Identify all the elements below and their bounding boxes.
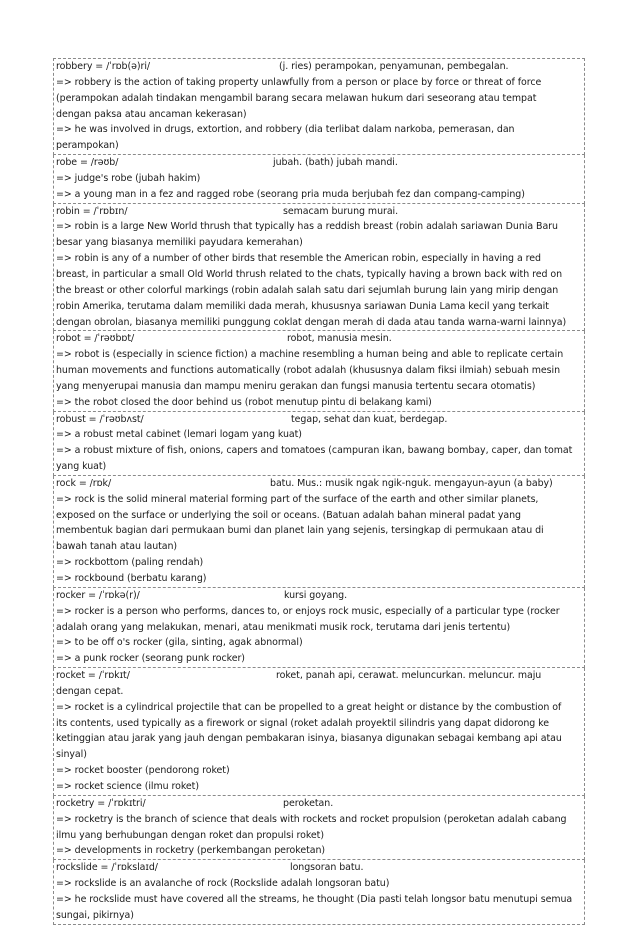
- entry-header: [54, 860, 584, 876]
- headword: robbery = /ˈrɒb(ə)ri/: [56, 61, 151, 72]
- entry-line: the breast or other colorful markings (robin adalah salah satu dari sejumlah burung lain yang mirip dengan: [56, 284, 559, 296]
- dictionary-entry: [53, 588, 585, 668]
- entry-line: => robin is a large New World thrush that typically has a reddish breast (robin adalah sariawan Dunia Baru: [56, 221, 558, 233]
- entry-line: sungai, pikirnya): [56, 909, 134, 921]
- dictionary-entry: [53, 155, 585, 204]
- meaning: kursi goyang.: [284, 589, 348, 601]
- meaning: jubah. (bath) jubah mandi.: [273, 157, 398, 169]
- entry-line: => a punk rocker (seorang punk rocker): [56, 653, 245, 665]
- entry-header: [54, 588, 584, 604]
- entry-line: (perampokan adalah tindakan mengambil barang secara melawan hukum dari seseorang atau tempat: [56, 92, 537, 104]
- entry-line: robin Amerika, terutama dalam memiliki dada merah, khususnya sariawan Dunia Lama kecil yang terkait: [56, 300, 549, 312]
- entry-line: => he rockslide must have covered all the streams, he thought (Dia pasti telah longsor batu menutupi semua: [56, 893, 573, 905]
- entry-line: breast, in particular a small Old World thrush related to the chats, typically having a brown back with red on: [56, 268, 563, 280]
- entry-line: membentuk bagian dari permukaan bumi dan planet lain yang sejenis, tersingkap di permukaan atau di: [56, 525, 544, 537]
- dictionary-sheet: [53, 58, 585, 925]
- meaning: tegap, sehat dan kuat, berdegap.: [291, 413, 448, 425]
- headword: rocker = /ˈrɒkə(r)/: [56, 589, 140, 601]
- entry-line: human movements and functions automatically (robot adalah (khususnya dalam fiksi ilmiah) sebuah mesin: [56, 365, 561, 377]
- meaning: roket, panah api, cerawat. meluncurkan. meluncur. maju: [276, 670, 542, 682]
- entry-line: bawah tanah atau lautan): [56, 541, 178, 553]
- entry-line: ilmu yang berhubungan dengan roket dan propulsi roket): [56, 829, 324, 841]
- entry-line: ketinggian atau jarak yang jauh dengan pembakaran isinya, biasanya digunakan sebagai kembang api atau: [56, 733, 562, 745]
- entry-line: its contents, used typically as a firework or signal (roket adalah proyektil silindris yang dapat didorong ke: [56, 717, 549, 729]
- entry-line: => judge's robe (jubah hakim): [56, 172, 201, 184]
- entry-line: => a robust metal cabinet (lemari logam yang kuat): [56, 429, 302, 441]
- entry-line: exposed on the surface or underlying the soil or oceans. (Batuan adalah bahan mineral padat yang: [56, 509, 521, 521]
- headword: robe = /rəʊb/: [56, 157, 119, 169]
- entry-line: => rocket science (ilmu roket): [56, 780, 199, 792]
- entry-line: => the robot closed the door behind us (robot menutup pintu di belakang kami): [56, 396, 432, 408]
- entry-line: dengan paksa atau ancaman kekerasan): [56, 108, 247, 120]
- entry-line: => he was involved in drugs, extortion, and robbery (dia terlibat dalam narkoba, pemerasan, dan: [56, 124, 515, 136]
- entry-line: => robbery is the action of taking property unlawfully from a person or place by force or threat of force: [56, 76, 542, 88]
- headword: robin = /ˈrɒbɪn/: [56, 205, 128, 217]
- entry-line: yang kuat): [56, 461, 107, 473]
- entry-line: => rocket booster (pendorong roket): [56, 765, 230, 777]
- entry-line: => developments in rocketry (perkembangan peroketan): [56, 845, 326, 857]
- entry-line: dengan obrolan, biasanya memiliki punggung coklat dengan merah di dada atau tanda warna-warni lainnya): [56, 316, 567, 328]
- headword: robot = /ˈrəʊbɒt/: [56, 333, 135, 345]
- meaning: semacam burung murai.: [283, 205, 399, 217]
- dictionary-entry: [53, 860, 585, 924]
- entry-header: [54, 331, 584, 347]
- entry-header: [54, 59, 584, 75]
- entry-header: [54, 204, 584, 220]
- meaning: batu. Mus.: musik ngak ngik-nguk. mengayun-ayun (a baby): [270, 477, 553, 489]
- entry-header: [54, 412, 584, 428]
- meaning: robot, manusia mesin.: [287, 333, 392, 345]
- entry-line: dengan cepat.: [56, 685, 124, 697]
- headword: rocketry = /ˈrɒkɪtri/: [56, 797, 146, 809]
- entry-line: => rock is the solid mineral material forming part of the surface of the earth and other similar planets,: [56, 493, 539, 505]
- dictionary-entry: [53, 668, 585, 796]
- entry-line: => a young man in a fez and ragged robe (seorang pria muda berjubah fez dan compang-camping): [56, 188, 525, 200]
- dictionary-entry: [53, 412, 585, 476]
- entry-line: yang menyerupai manusia dan mampu meniru gerakan dan fungsi manusia tertentu secara otomatis): [56, 380, 536, 392]
- entry-header: [54, 476, 584, 492]
- entry-line: => rocker is a person who performs, dances to, or enjoys rock music, especially of a particular type (rocker: [56, 605, 560, 617]
- meaning: peroketan.: [283, 797, 334, 809]
- headword: rocket = /ˈrɒkɪt/: [56, 670, 130, 682]
- headword: robust = /ˈrəʊbʌst/: [56, 413, 144, 425]
- entry-line: adalah orang yang melakukan, menari, atau menikmati musik rock, terutama dari jenis tertentu): [56, 621, 511, 633]
- entry-line: besar yang biasanya memiliki payudara kemerahan): [56, 237, 303, 249]
- entry-line: => robin is any of a number of other birds that resemble the American robin, especially in having a red: [56, 253, 541, 265]
- entry-line: => rockslide is an avalanche of rock (Rockslide adalah longsoran batu): [56, 878, 390, 890]
- entry-header: [54, 155, 584, 171]
- headword: rock = /rɒk/: [56, 477, 112, 489]
- dictionary-entry: [53, 58, 585, 155]
- entry-line: => a robust mixture of fish, onions, capers and tomatoes (campuran ikan, bawang bombay, caper, dan tomat: [56, 445, 573, 457]
- headword: rockslide = /ˈrɒkslaɪd/: [56, 862, 158, 874]
- entry-header: [54, 668, 584, 684]
- entry-line: => rocketry is the branch of science that deals with rockets and rocket propulsion (peroketan adalah cabang: [56, 813, 567, 825]
- entry-line: => rockbottom (paling rendah): [56, 557, 204, 569]
- entry-line: perampokan): [56, 140, 119, 152]
- entry-line: => robot is (especially in science fiction) a machine resembling a human being and able to replicate certain: [56, 349, 564, 361]
- dictionary-entry: [53, 331, 585, 411]
- meaning: longsoran batu.: [290, 862, 364, 874]
- dictionary-entry: [53, 796, 585, 860]
- dictionary-entry: [53, 204, 585, 332]
- dictionary-entry: [53, 476, 585, 588]
- entry-line: => to be off o's rocker (gila, sinting, agak abnormal): [56, 637, 303, 649]
- entry-line: => rockbound (berbatu karang): [56, 573, 207, 584]
- entry-line: sinyal): [56, 749, 87, 761]
- meaning: (j. ries) perampokan, penyamunan, pembegalan.: [279, 61, 509, 72]
- entry-line: => rocket is a cylindrical projectile that can be propelled to a great height or distance by the combustion of: [56, 701, 562, 713]
- entry-header: [54, 796, 584, 812]
